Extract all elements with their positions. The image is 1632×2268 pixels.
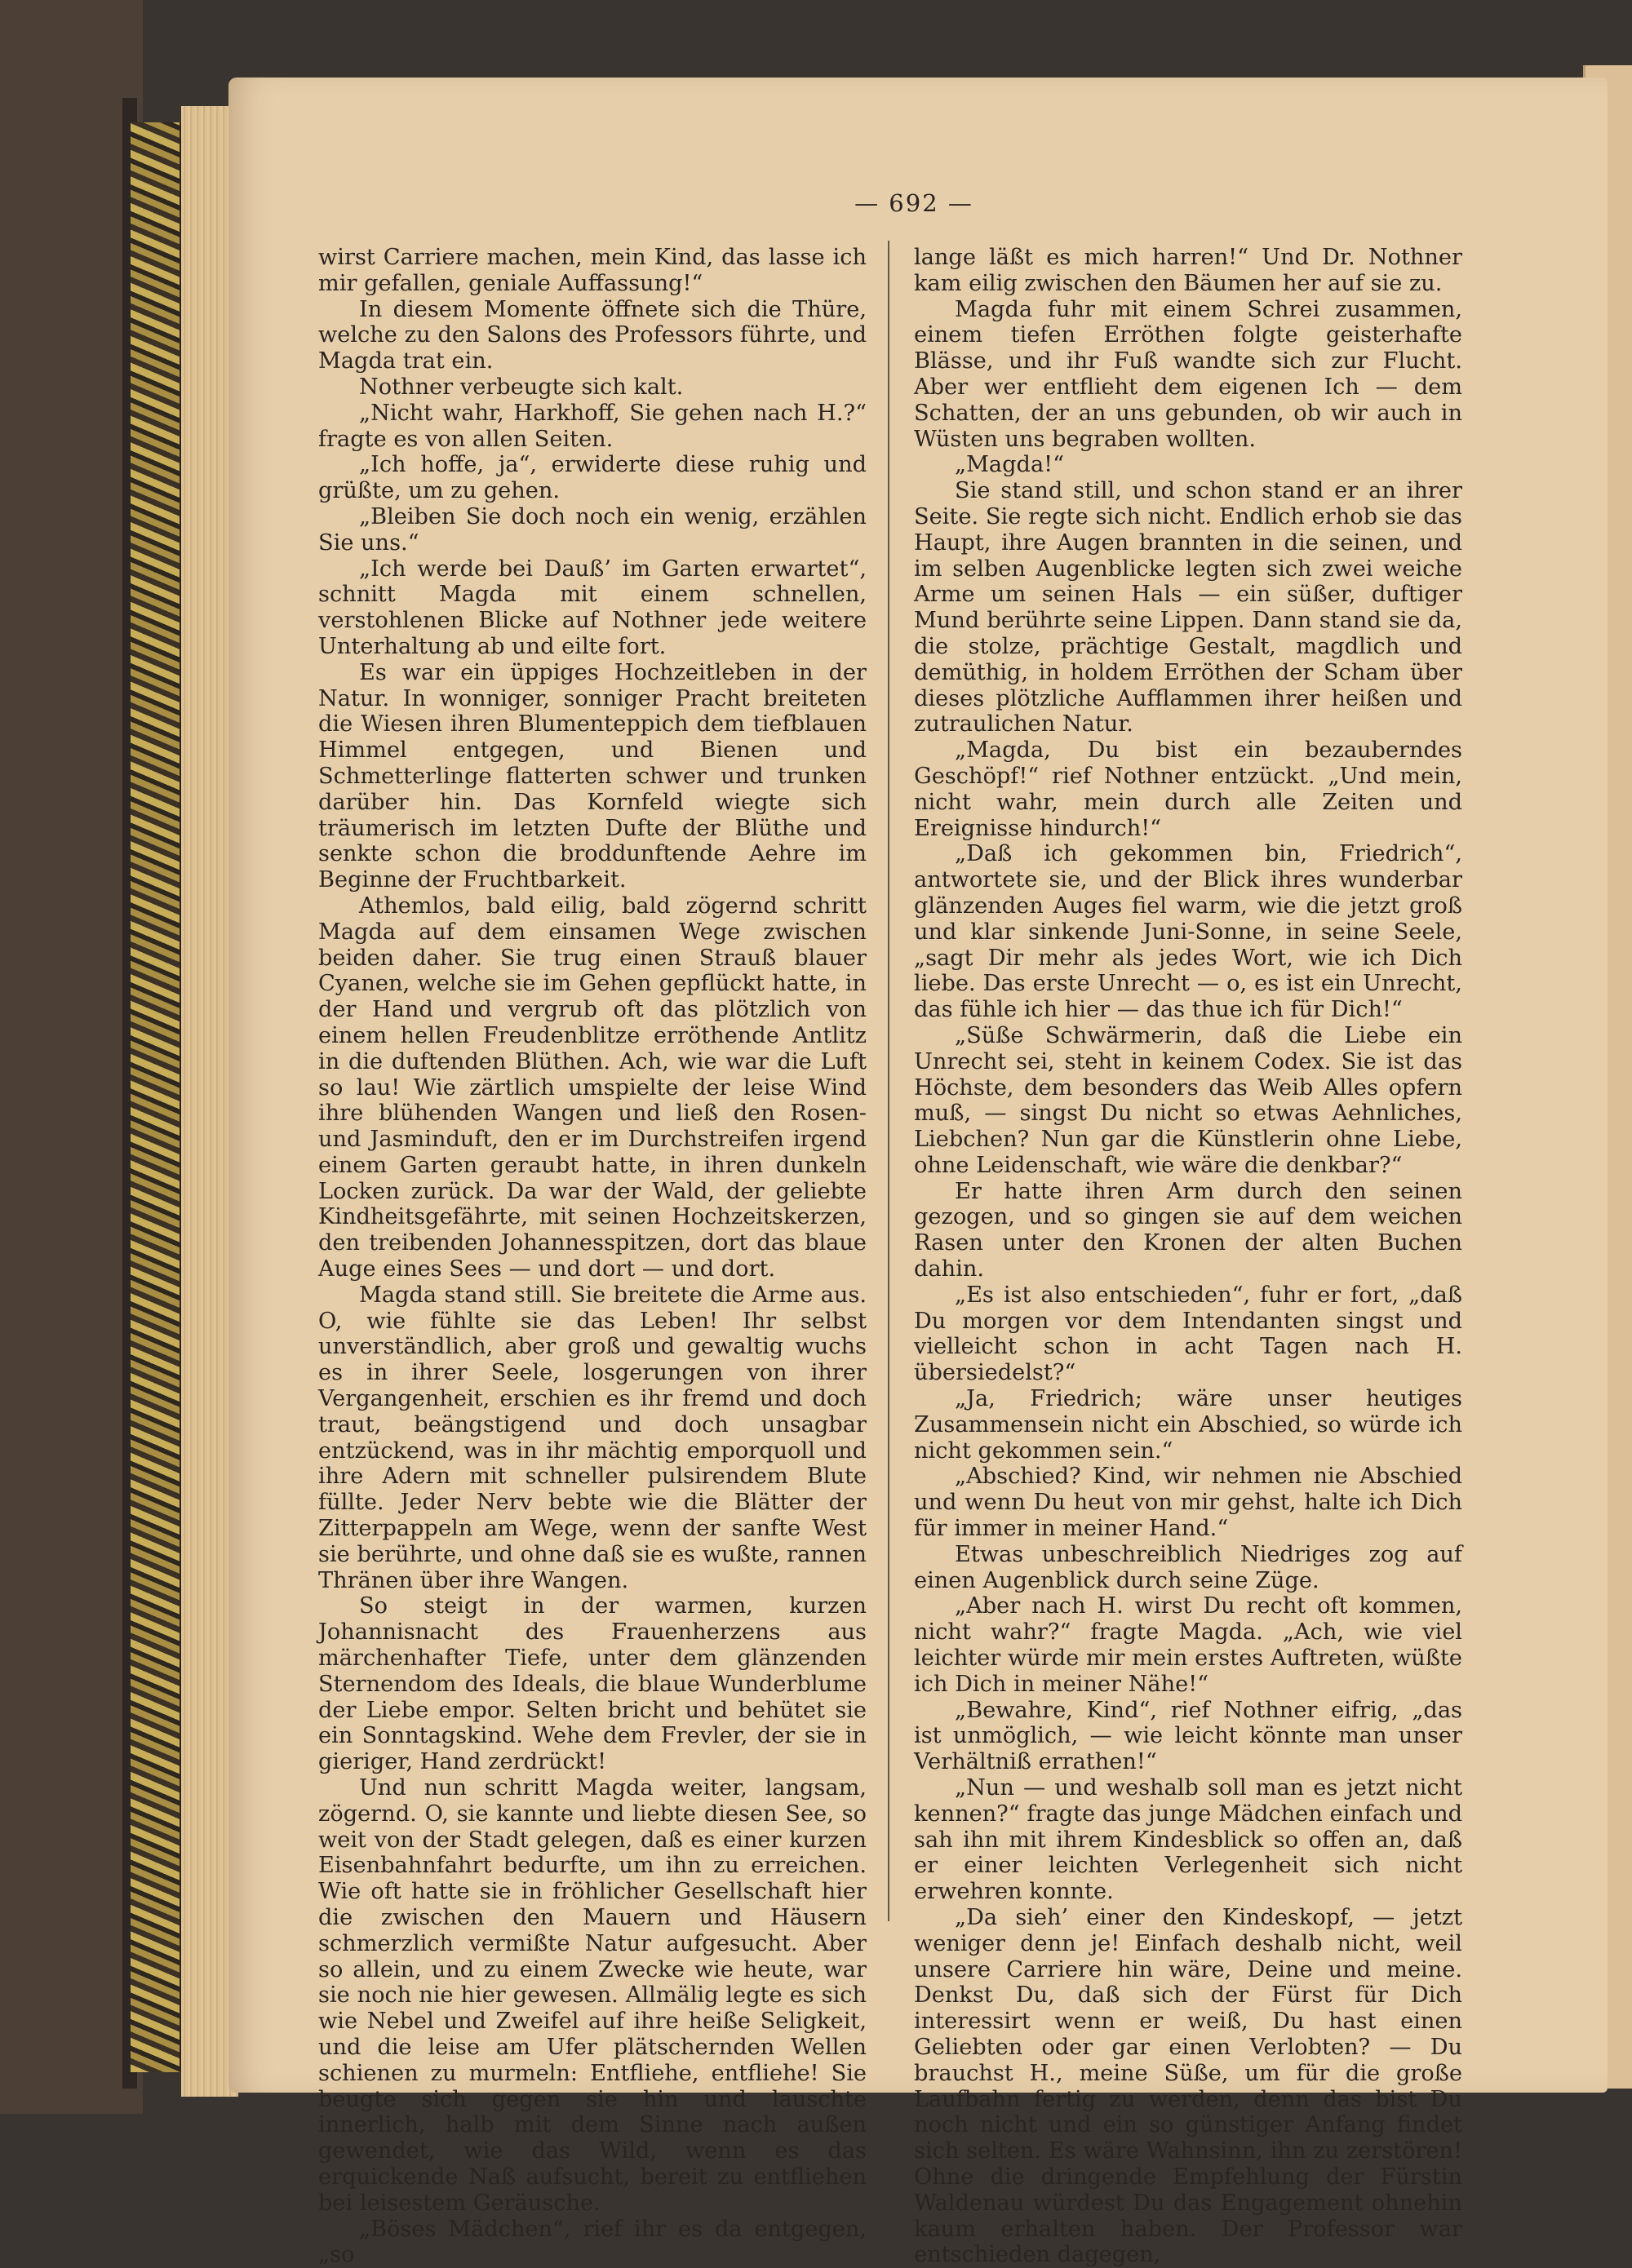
paragraph: „Abschied? Kind, wir nehmen nie Abschied und wenn Du heut von mir gehst, halte ich Dich für immer in meiner Hand.“ bbox=[914, 1464, 1462, 1542]
paragraph: Magda fuhr mit einem Schrei zusammen, einem tiefen Erröthen folgte geisterhafte Blässe, und ihr Fuß wandte sich zur Flucht. Aber wer entflieht dem eigenen Ich — dem Schatten, der an uns gebunden, ob wir auch in Wüsten uns begraben wollten. bbox=[914, 296, 1462, 452]
left-column bbox=[318, 245, 867, 2268]
book-cover bbox=[0, 0, 143, 2114]
paragraph: So steigt in der warmen, kurzen Johannisnacht des Frauenherzens aus märchenhafter Tiefe, unter dem glänzenden Sternendom des Ideals, die blaue Wunderblume der Liebe empor. Selten bricht und behütet sie ein Sonntagskind. Wehe dem Frevler, der sie in gieriger, Hand zerdrückt! bbox=[318, 1593, 867, 1775]
paragraph: „Bleiben Sie doch noch ein wenig, erzählen Sie uns.“ bbox=[318, 503, 867, 556]
paragraph: „Süße Schwärmerin, daß die Liebe ein Unrecht sei, steht in keinem Codex. Sie ist das Höchste, dem besonders das Weib Alles opfern muß, — singst Du nicht so etwas Aehnliches, Liebchen? Nun gar die Künstlerin ohne Liebe, ohne Leidenschaft, wie wäre die denkbar?“ bbox=[914, 1022, 1462, 1178]
paragraph: „Nicht wahr, Harkhoff, Sie gehen nach H.?“ fragte es von allen Seiten. bbox=[318, 400, 867, 452]
paragraph: Etwas unbeschreiblich Niedriges zog auf einen Augenblick durch seine Züge. bbox=[914, 1541, 1462, 1593]
paragraph: lange läßt es mich harren!“ Und Dr. Nothner kam eilig zwischen den Bäumen her auf sie zu. bbox=[914, 245, 1462, 296]
paragraph: In diesem Momente öffnete sich die Thüre, welche zu den Salons des Professors führte, und Magda trat ein. bbox=[318, 296, 867, 374]
paragraph: „Daß ich gekommen bin, Friedrich“, antwortete sie, und der Blick ihres wunderbar glänzenden Auges fiel warm, wie die jetzt groß und klar sinkende Juni-Sonne, in seine Seele, „sagt Dir mehr als jedes Wort, wie ich Dich liebe. Das erste Unrecht — o, es ist ein Unrecht, das fühle ich hier — das thue ich für Dich!“ bbox=[914, 841, 1462, 1023]
paragraph: Magda stand still. Sie breitete die Arme aus. O, wie fühlte sie das Leben! Ihr selbst unverständlich, aber groß und gewaltig wuchs es in ihrer Seele, losgerungen von ihrer Vergangenheit, erschien es ihr fremd und doch traut, beängstigend und doch unsagbar entzückend, was in ihr mächtig emporquoll und ihre Adern mit schneller pulsirendem Blute füllte. Jeder Nerv bebte wie die Blätter der Zitterpappeln am Wege, wenn der sanfte West sie berührte, und ohne daß sie es wußte, rannen Thränen über ihre Wangen. bbox=[318, 1282, 867, 1593]
paragraph: „Bewahre, Kind“, rief Nothner eifrig, „das ist unmöglich, — wie leicht könnte man unser Verhältniß errathen!“ bbox=[914, 1697, 1462, 1775]
paragraph: „Ich werde bei Dauß’ im Garten erwartet“, schnitt Magda mit einem schnellen, verstohlenen Blicke auf Nothner jede weitere Unterhaltung ab und eilte fort. bbox=[318, 556, 867, 659]
marbled-edge bbox=[131, 122, 183, 2072]
paragraph: wirst Carriere machen, mein Kind, das lasse ich mir gefallen, geniale Auffassung!“ bbox=[318, 245, 867, 296]
paragraph: Nothner verbeugte sich kalt. bbox=[359, 374, 684, 400]
paragraph: Sie stand still, und schon stand er an ihrer Seite. Sie regte sich nicht. Endlich erhob sie das Haupt, ihre Augen brannten in die seinen, und im selben Augenblicke legten sich zwei weiche Arme um seinen Hals — ein süßer, duftiger Mund berührte seine Lippen. Dann stand sie da, die stolze, prächtige Gestalt, magdlich und demüthig, in holdem Erröthen der Scham über dieses plötzliche Aufflammen ihrer heißen und zutraulichen Natur. bbox=[914, 478, 1462, 738]
paragraph: „Ja, Friedrich; wäre unser heutiges Zusammensein nicht ein Abschied, so würde ich nicht gekommen sein.“ bbox=[914, 1386, 1462, 1464]
paragraph: „Da sieh’ einer den Kindeskopf, — jetzt weniger denn je! Einfach deshalb nicht, weil unsere Carriere hin wäre, Deine und meine. Denkst Du, daß sich der Fürst für Dich interessirt wenn er weiß, Du hast einen Geliebten oder gar einen Verlobten? — Du brauchst H., meine Süße, um für die große Laufbahn fertig zu werden, denn das bist Du noch nicht und ein so günstiger Anfang findet sich selten. Es wäre Wahnsinn, ihn zu zerstören! Ohne die dringende Empfehlung der Fürstin Waldenau würdest Du das Engagement ohnehin kaum erhalten haben. Der Professor war entschieden dagegen, bbox=[914, 1905, 1462, 2268]
paragraph: „Ich hoffe, ja“, erwiderte diese ruhig und grüßte, um zu gehen. bbox=[318, 452, 867, 504]
page-number: — 692 — bbox=[854, 189, 973, 217]
paragraph: Athemlos, bald eilig, bald zögernd schritt Magda auf dem einsamen Wege zwischen beiden daher. Sie trug einen Strauß blauer Cyanen, welche sie im Gehen gepflückt hatte, in der Hand und vergrub oft das plötzlich von einem hellen Freudenblitze erröthende Antlitz in die duftenden Blüthen. Ach, wie war die Luft so lau! Wie zärtlich umspielte der leise Wind ihre blühenden Wangen und ließ den Rosen- und Jasminduft, den er im Durchstreifen irgend einem Garten geraubt hatte, in ihren dunkeln Locken zurück. Da war der Wald, der geliebte Kindheitsgefährte, mit seinen Hochzeitskerzen, den treibenden Johannesspitzen, dort das blaue Auge eines Sees — und dort — und dort. bbox=[318, 893, 867, 1282]
paragraph: Er hatte ihren Arm durch den seinen gezogen, und so gingen sie auf dem weichen Rasen unter den Kronen der alten Buchen dahin. bbox=[914, 1178, 1462, 1282]
paragraph: „Nun — und weshalb soll man es jetzt nicht kennen?“ fragte das junge Mädchen einfach und sah ihn mit ihrem Kindesblick so offen an, daß er einer leichten Verlegenheit sich nicht erwehren konnte. bbox=[914, 1775, 1462, 1905]
paragraph: Es war ein üppiges Hochzeitleben in der Natur. In wonniger, sonniger Pracht breiteten die Wiesen ihren Blumenteppich dem tiefblauen Himmel entgegen, und Bienen und Schmetterlinge flatterten schwer und trunken darüber hin. Das Kornfeld wiegte sich träumerisch im letzten Dufte der Blüthe und senkte schon die broddunftende Aehre im Beginne der Fruchtbarkeit. bbox=[318, 659, 867, 893]
column-divider bbox=[888, 241, 889, 1921]
paragraph: Und nun schritt Magda weiter, langsam, zögernd. O, sie kannte und liebte diesen See, so weit von der Stadt gelegen, daß es einer kurzen Eisenbahnfahrt bedurfte, um ihn zu erreichen. Wie oft hatte sie in fröhlicher Gesellschaft hier die zwischen den Mauern und Häusern schmerzlich vermißte Natur aufgesucht. Aber so allein, und zu einem Zwecke wie heute, war sie noch nie hier gewesen. Allmälig legte es sich wie Nebel und Zweifel auf ihre heiße Seligkeit, und die leise am Ufer plätschernden Wellen schienen zu murmeln: Entfliehe, entfliehe! Sie beugte sich gegen sie hin und lauschte innerlich, halb mit dem Sinne nach außen gewendet, wie das Wild, wenn es das erquickende Naß aufsucht, bereit zu entfliehen bei leisestem Geräusche. bbox=[318, 1775, 867, 2216]
paragraph: „Es ist also entschieden“, fuhr er fort, „daß Du morgen vor dem Intendanten singst und vielleicht schon in acht Tagen nach H. übersiedelst?“ bbox=[914, 1282, 1462, 1386]
paragraph: „Magda, Du bist ein bezauberndes Geschöpf!“ rief Nothner entzückt. „Und mein, nicht wahr, mein durch alle Zeiten und Ereignisse hindurch!“ bbox=[914, 738, 1462, 841]
paragraph: „Böses Mädchen“, rief ihr es da entgegen, „so bbox=[318, 2216, 867, 2268]
paragraph: „Magda!“ bbox=[955, 452, 1064, 478]
paragraph: „Aber nach H. wirst Du recht oft kommen, nicht wahr?“ fragte Magda. „Ach, wie viel leichter würde mir mein erstes Auftreten, wüßte ich Dich in meiner Nähe!“ bbox=[914, 1593, 1462, 1697]
right-column bbox=[914, 245, 1462, 2268]
